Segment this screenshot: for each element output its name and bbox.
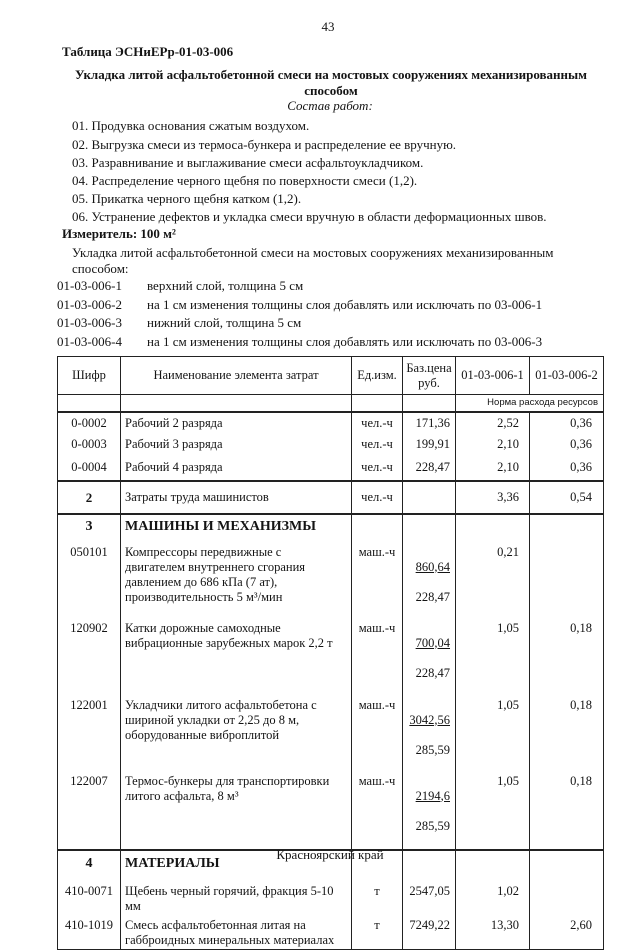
row-unit (352, 514, 403, 539)
work-item: 03. Разравнивание и выглаживание смеси асфальтоукладчиком. (72, 155, 424, 170)
row-norm-variant-1 (456, 514, 530, 539)
variant-code: 01-03-006-4 (57, 334, 122, 349)
col-header-price: Баз.цена руб. (403, 357, 456, 395)
row-norm-variant-2: 0,54 (530, 481, 604, 514)
empty-cell (58, 395, 121, 412)
row-norm-variant-1 (456, 850, 530, 876)
description-line-1: Укладка литой асфальтобетонной смеси на мостовых сооружениях механизированным (72, 245, 554, 260)
row-code: 410-0071 (58, 876, 121, 916)
col-header-code: Шифр (58, 357, 121, 395)
row-norm-variant-1: 1,05 (456, 620, 530, 696)
work-item: 04. Распределение черного щебня по поверхности смеси (1,2). (72, 173, 418, 188)
row-unit: маш.-ч (352, 620, 403, 696)
row-norm-variant-1: 1,05 (456, 773, 530, 850)
price-value: 700,04 (415, 635, 450, 650)
works-heading: Состав работ: (287, 98, 373, 113)
row-code: 050101 (58, 539, 121, 620)
row-name: Рабочий 3 разряда (121, 434, 352, 457)
row-norm-variant-1: 2,10 (456, 434, 530, 457)
table-row (58, 434, 604, 457)
row-norm-variant-1: 0,21 (456, 539, 530, 620)
variant-text: верхний слой, толщина 5 см (147, 278, 304, 293)
table-row (58, 773, 604, 850)
row-code: 122001 (58, 696, 121, 773)
row-norm-variant-1: 1,05 (456, 696, 530, 773)
row-norm-variant-2 (530, 539, 604, 620)
table-row (58, 539, 604, 620)
row-norm-variant-2 (530, 850, 604, 876)
table-header-row (58, 357, 604, 395)
footer-region: Красноярский край (276, 847, 384, 862)
row-price (403, 620, 456, 696)
row-name: Рабочий 2 разряда (121, 412, 352, 434)
row-unit: т (352, 876, 403, 916)
row-unit: чел.-ч (352, 412, 403, 434)
row-unit: маш.-ч (352, 773, 403, 850)
price-value-2: 285,59 (415, 818, 450, 833)
variant-text: на 1 см изменения толщины слоя добавлять или исключать по 03-006-3 (147, 334, 543, 349)
price-value: 860,64 (415, 559, 450, 574)
table-row (58, 696, 604, 773)
row-norm-variant-1: 13,30 (456, 916, 530, 950)
variant-code: 01-03-006-3 (57, 315, 122, 330)
col-header-unit: Ед.изм. (352, 357, 403, 395)
row-norm-variant-2: 0,18 (530, 620, 604, 696)
description-line-2: способом: (72, 261, 129, 276)
row-name: Рабочий 4 разряда (121, 457, 352, 481)
norm-label-row (58, 395, 604, 412)
variant-code: 01-03-006-1 (57, 278, 122, 293)
table-row (58, 620, 604, 696)
section-title: МАШИНЫ И МЕХАНИЗМЫ (121, 514, 352, 539)
row-code: 0-0002 (58, 412, 121, 434)
row-name: Затраты труда машинистов (121, 481, 352, 514)
row-code: 0-0003 (58, 434, 121, 457)
row-code: 122007 (58, 773, 121, 850)
row-price: 2547,05 (403, 876, 456, 916)
row-norm-variant-1: 1,02 (456, 876, 530, 916)
section-number: 2 (58, 481, 121, 514)
row-unit: чел.-ч (352, 481, 403, 514)
row-norm-variant-2: 0,36 (530, 434, 604, 457)
row-name: Компрессоры передвижные с двигателем внутреннего сгорания давлением до 686 кПа (7 ат), производительность 5 м³/мин (121, 539, 352, 620)
table-title-line-2: способом (304, 83, 358, 98)
row-code: 0-0004 (58, 457, 121, 481)
table-row (58, 916, 604, 950)
row-norm-variant-2: 0,18 (530, 696, 604, 773)
section-number: 4 (58, 850, 121, 876)
section-row (58, 514, 604, 539)
col-header-name: Наименование элемента затрат (121, 357, 352, 395)
norm-label: Норма расхода ресурсов (456, 395, 604, 412)
col-header-variant-2: 01-03-006-2 (530, 357, 604, 395)
row-price (403, 773, 456, 850)
row-price: 199,91 (403, 434, 456, 457)
row-norm-variant-2: 0,36 (530, 457, 604, 481)
table-row (58, 876, 604, 916)
row-price: 228,47 (403, 457, 456, 481)
row-unit: маш.-ч (352, 539, 403, 620)
row-norm-variant-2 (530, 514, 604, 539)
row-norm-variant-1: 2,10 (456, 457, 530, 481)
page-number: 43 (321, 19, 335, 34)
price-value-2: 228,47 (415, 589, 450, 604)
row-norm-variant-2: 2,60 (530, 916, 604, 950)
row-unit: чел.-ч (352, 434, 403, 457)
section-row (58, 481, 604, 514)
variant-code: 01-03-006-2 (57, 297, 122, 312)
row-code: 410-1019 (58, 916, 121, 950)
work-item: 01. Продувка основания сжатым воздухом. (72, 118, 310, 133)
row-price: 171,36 (403, 412, 456, 434)
row-norm-variant-1: 3,36 (456, 481, 530, 514)
section-title: МАТЕРИАЛЫ (121, 850, 352, 876)
row-unit: маш.-ч (352, 696, 403, 773)
work-item: 05. Прикатка черного щебня катком (1,2). (72, 191, 302, 206)
row-norm-variant-2: 0,36 (530, 412, 604, 434)
empty-cell (403, 395, 456, 412)
row-name: Щебень черный горячий, фракция 5-10 мм (121, 876, 352, 916)
row-norm-variant-2: 0,18 (530, 773, 604, 850)
col-header-variant-1: 01-03-006-1 (456, 357, 530, 395)
row-code: 120902 (58, 620, 121, 696)
work-item: 02. Выгрузка смеси из термоса-бункера и распределение ее вручную. (72, 137, 457, 152)
row-name: Укладчики литого асфальтобетона с шириной укладки от 2,25 до 8 м, оборудованные виброплитой (121, 696, 352, 773)
row-norm-variant-2 (530, 876, 604, 916)
table-row (58, 412, 604, 434)
table-row (58, 457, 604, 481)
empty-cell (352, 395, 403, 412)
work-item: 06. Устранение дефектов и укладка смеси вручную в области деформационных швов. (72, 209, 547, 224)
row-unit: чел.-ч (352, 457, 403, 481)
price-value: 3042,56 (409, 712, 450, 727)
row-name: Термос-бункеры для транспортировки литого асфальта, 8 м³ (121, 773, 352, 850)
row-price (403, 514, 456, 539)
table-code: Таблица ЭСНиЕРр-01-03-006 (62, 44, 234, 59)
row-price (403, 481, 456, 514)
table-title-line-1: Укладка литой асфальтобетонной смеси на мостовых сооружениях механизированным (74, 67, 588, 82)
meter-unit: Измеритель: 100 м² (62, 226, 176, 241)
section-number: 3 (58, 514, 121, 539)
variant-text: на 1 см изменения толщины слоя добавлять или исключать по 03-006-1 (147, 297, 543, 312)
row-price: 7249,22 (403, 916, 456, 950)
row-price (403, 696, 456, 773)
variant-text: нижний слой, толщина 5 см (147, 315, 302, 330)
row-price (403, 539, 456, 620)
row-name: Смесь асфальтобетонная литая на габброидных минеральных материалах (121, 916, 352, 950)
price-value-2: 285,59 (415, 742, 450, 757)
row-norm-variant-1: 2,52 (456, 412, 530, 434)
price-value-2: 228,47 (415, 665, 450, 680)
row-name: Катки дорожные самоходные вибрационные зарубежных марок 2,2 т (121, 620, 352, 696)
row-unit: т (352, 916, 403, 950)
empty-cell (121, 395, 352, 412)
price-value: 2194,6 (415, 788, 450, 803)
